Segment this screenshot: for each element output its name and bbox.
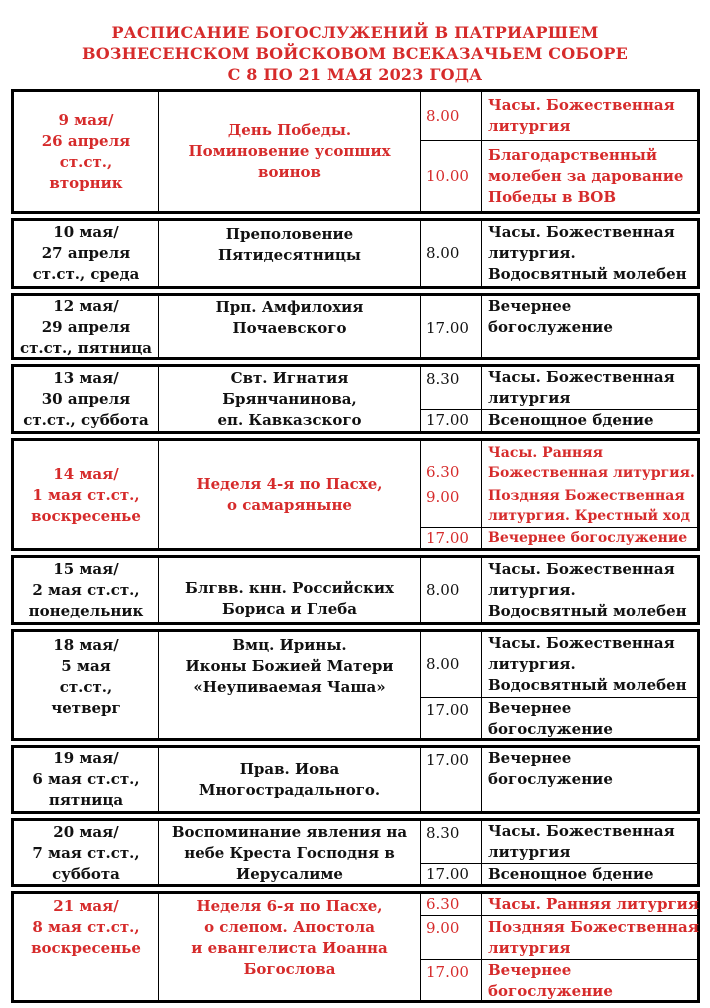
schedule-row	[11, 364, 700, 434]
date-line: 8 мая ст.ст.,	[32, 918, 140, 936]
date-cell	[14, 441, 159, 549]
event-line: еп. Кавказского	[217, 410, 362, 429]
schedule-row	[11, 891, 700, 1003]
service-desc	[482, 441, 697, 485]
desc-line: богослужение	[488, 982, 613, 1000]
event-cell	[159, 367, 421, 431]
desc-line: Поздняя Божественная	[488, 488, 685, 504]
service-time: 17.00	[421, 296, 482, 359]
date-line: воскресенье	[31, 506, 141, 525]
date-line: 1 мая ст.ст.,	[32, 485, 140, 504]
date-line: 21 мая/	[53, 897, 119, 915]
service-desc	[482, 894, 701, 915]
event-line: Преполовение	[225, 225, 354, 243]
event-line: Бориса и Глеба	[221, 600, 358, 618]
event-cell	[159, 558, 421, 622]
date-line: 20 мая/	[53, 822, 119, 841]
event-line: о слепом. Апостола	[204, 918, 375, 936]
date-cell	[14, 748, 159, 811]
event-line: воинов	[258, 163, 321, 181]
desc-line: Часы. Божественная	[488, 559, 675, 578]
service-time: 17.00	[421, 528, 482, 549]
service-desc	[482, 367, 697, 409]
service-time: 8.30	[421, 821, 482, 863]
desc-line: молебен за дарование	[488, 166, 684, 185]
desc-line: литургия.	[488, 244, 576, 262]
service-time: 6.30	[421, 441, 482, 485]
service-desc	[482, 960, 697, 1002]
desc-line: Вечернее	[488, 699, 572, 717]
date-line: 7 мая ст.ст.,	[32, 843, 140, 862]
date-line: ст.ст., пятница	[19, 339, 152, 357]
date-line: 5 мая	[61, 657, 111, 675]
service-entry	[421, 367, 697, 409]
desc-line: Часы. Божественная	[488, 96, 675, 114]
schedule-row	[11, 218, 700, 289]
desc-line: Вечернее	[488, 961, 572, 979]
service-entry	[421, 140, 697, 211]
services-cell	[421, 894, 697, 1002]
services-cell	[421, 632, 697, 740]
event-cell	[159, 894, 421, 1002]
event-cell	[159, 296, 421, 359]
date-line: 29 апреля	[41, 318, 131, 336]
service-time: 8.00	[421, 92, 482, 140]
service-desc	[482, 864, 697, 885]
date-line: ст.ст., среда	[32, 265, 140, 283]
service-entry	[421, 821, 697, 863]
service-time: 17.00	[421, 864, 482, 885]
desc-line: Вечернее богослужение	[488, 530, 688, 546]
event-line: День Победы.	[227, 121, 352, 139]
service-time: 6.30	[421, 894, 482, 915]
service-entry	[421, 632, 697, 697]
service-entry	[421, 558, 697, 622]
service-desc	[482, 92, 697, 140]
event-line: Почаевского	[232, 319, 347, 337]
event-line: Богослова	[243, 960, 336, 978]
date-line: 6 мая ст.ст.,	[32, 770, 140, 788]
event-line: Прав. Иова	[239, 759, 340, 778]
event-line: Неделя 6-я по Пасхе,	[196, 897, 383, 915]
event-line: Прп. Амфилохия	[215, 298, 364, 316]
desc-line: Часы. Ранняя	[488, 445, 603, 461]
date-line: 27 апреля	[41, 244, 131, 262]
event-line: Неделя 4-я по Пасхе,	[196, 475, 383, 493]
event-line: Поминовение усопших	[188, 142, 391, 160]
date-cell	[14, 221, 159, 286]
schedule-row	[11, 293, 700, 360]
schedule-row	[11, 745, 700, 814]
service-entry	[421, 863, 697, 885]
services-cell	[421, 558, 697, 622]
date-line: 14 мая/	[53, 464, 119, 483]
services-cell	[421, 441, 697, 549]
services-cell	[421, 821, 697, 885]
service-entry	[421, 527, 697, 549]
service-desc	[482, 410, 697, 431]
desc-line: богослужение	[488, 318, 613, 336]
service-entry	[421, 296, 697, 359]
services-cell	[421, 367, 697, 431]
schedule-row	[11, 555, 700, 625]
desc-line: Часы. Божественная	[488, 822, 675, 840]
date-line: 9 мая/	[58, 110, 114, 129]
service-entry	[421, 441, 697, 485]
event-line: «Неупиваемая Чаша»	[193, 678, 386, 696]
event-cell	[159, 632, 421, 740]
date-line: 19 мая/	[53, 749, 119, 767]
service-time: 17.00	[421, 960, 482, 1002]
schedule-row	[11, 818, 700, 887]
service-entry	[421, 409, 697, 431]
desc-line: богослужение	[488, 720, 613, 738]
date-line: пятница	[48, 791, 124, 809]
event-line: небе Креста Господня в	[184, 843, 395, 862]
event-line: Вмц. Ирины.	[232, 636, 347, 654]
title-line-3: С 8 ПО 21 МАЯ 2023 ГОДА	[227, 65, 483, 84]
service-desc	[482, 632, 697, 697]
service-desc	[482, 558, 697, 622]
event-cell	[159, 748, 421, 811]
schedule-row	[11, 89, 700, 214]
desc-line: Божественная литургия.	[488, 465, 695, 481]
date-line: воскресенье	[31, 939, 141, 957]
service-desc	[482, 221, 697, 286]
date-line: 10 мая/	[53, 223, 119, 241]
title-line-2: ВОЗНЕСЕНСКОМ ВОЙСКОВОМ ВСЕКАЗАЧЬЕМ СОБОРЕ	[81, 44, 629, 63]
service-entry	[421, 92, 697, 140]
desc-line: Водосвятный молебен	[488, 601, 687, 620]
service-time: 9.00	[421, 485, 482, 527]
desc-line: Всенощное бдение	[488, 865, 654, 883]
date-cell	[14, 821, 159, 885]
page-title	[0, 22, 710, 85]
date-cell	[14, 894, 159, 1002]
event-line: Пятидесятницы	[218, 246, 361, 264]
date-cell	[14, 367, 159, 431]
service-entry	[421, 485, 697, 527]
service-time: 8.00	[421, 221, 482, 286]
desc-line: литургия.	[488, 580, 576, 599]
service-time: 17.00	[421, 748, 482, 811]
date-cell	[14, 92, 159, 211]
service-time: 8.30	[421, 367, 482, 409]
date-cell	[14, 632, 159, 740]
service-time: 10.00	[421, 141, 482, 211]
event-cell	[159, 221, 421, 286]
desc-line: литургия	[488, 843, 571, 861]
services-cell	[421, 748, 697, 811]
event-line: Иконы Божией Матери	[185, 657, 394, 675]
date-line: 2 мая ст.ст.,	[32, 580, 140, 599]
date-line: 15 мая/	[53, 559, 119, 578]
services-cell	[421, 296, 697, 359]
service-entry	[421, 959, 697, 1002]
date-line: ст.ст., суббота	[23, 410, 149, 429]
service-desc	[482, 141, 697, 211]
desc-line: Вечернее	[488, 749, 572, 767]
service-time: 9.00	[421, 916, 482, 959]
event-line: Иерусалиме	[236, 864, 343, 883]
desc-line: Часы. Божественная	[488, 223, 675, 241]
service-entry	[421, 748, 697, 811]
event-line: Многострадального.	[198, 780, 381, 799]
desc-line: Вечернее	[488, 297, 572, 315]
date-line: 30 апреля	[41, 389, 131, 408]
service-desc	[482, 748, 697, 811]
date-line: 26 апреля	[41, 131, 131, 150]
service-desc	[482, 296, 697, 359]
event-line: и евангелиста Иоанна	[191, 939, 388, 957]
desc-line: Часы. Божественная	[488, 634, 675, 652]
desc-line: Победы в ВОВ	[488, 187, 617, 206]
event-cell	[159, 821, 421, 885]
desc-line: литургия	[488, 117, 571, 135]
desc-line: Поздняя Божественная	[488, 917, 699, 936]
service-entry	[421, 221, 697, 286]
event-line: Свт. Игнатия	[230, 368, 349, 387]
schedule-row	[11, 438, 700, 551]
event-line: о самаряныне	[227, 496, 352, 514]
date-line: ст.ст.,	[59, 678, 113, 696]
service-time: 17.00	[421, 410, 482, 431]
date-line: суббота	[52, 864, 120, 883]
desc-line: Водосвятный молебен	[488, 265, 687, 283]
desc-line: богослужение	[488, 770, 613, 788]
services-cell	[421, 92, 697, 211]
service-desc	[482, 698, 697, 740]
desc-line: Часы. Ранняя литургия	[488, 895, 699, 913]
date-line: 12 мая/	[53, 297, 119, 315]
service-entry	[421, 894, 697, 915]
event-cell	[159, 441, 421, 549]
date-cell	[14, 296, 159, 359]
service-time: 17.00	[421, 698, 482, 740]
event-line: Брянчанинова,	[222, 389, 357, 408]
date-line: понедельник	[28, 601, 144, 620]
service-desc	[482, 821, 697, 863]
service-desc	[482, 528, 697, 549]
desc-line: Водосвятный молебен	[488, 676, 687, 694]
schedule-table	[11, 89, 700, 1003]
date-line: 13 мая/	[53, 368, 119, 387]
date-line: 18 мая/	[53, 636, 119, 654]
desc-line: литургия	[488, 389, 571, 407]
service-entry	[421, 697, 697, 740]
event-cell	[159, 92, 421, 211]
desc-line: литургия.	[488, 655, 576, 673]
date-line: четверг	[51, 699, 121, 717]
service-time: 8.00	[421, 558, 482, 622]
event-line: Воспоминание явления на	[171, 822, 408, 841]
desc-line: Благодарственный	[488, 145, 658, 164]
desc-line: литургия	[488, 938, 571, 957]
date-line: вторник	[49, 173, 123, 192]
service-time: 8.00	[421, 632, 482, 697]
desc-line: литургия. Крестный ход	[488, 508, 690, 524]
service-desc	[482, 485, 697, 527]
date-cell	[14, 558, 159, 622]
services-cell	[421, 221, 697, 286]
service-entry	[421, 915, 697, 959]
service-desc	[482, 916, 701, 959]
title-line-1: РАСПИСАНИЕ БОГОСЛУЖЕНИЙ В ПАТРИАРШЕМ	[111, 23, 599, 42]
desc-line: Часы. Божественная	[488, 368, 675, 386]
desc-line: Всенощное бдение	[488, 411, 654, 429]
event-line: Блгвв. кнн. Российских	[185, 579, 394, 597]
date-line: ст.ст.,	[59, 152, 113, 171]
schedule-row	[11, 629, 700, 741]
